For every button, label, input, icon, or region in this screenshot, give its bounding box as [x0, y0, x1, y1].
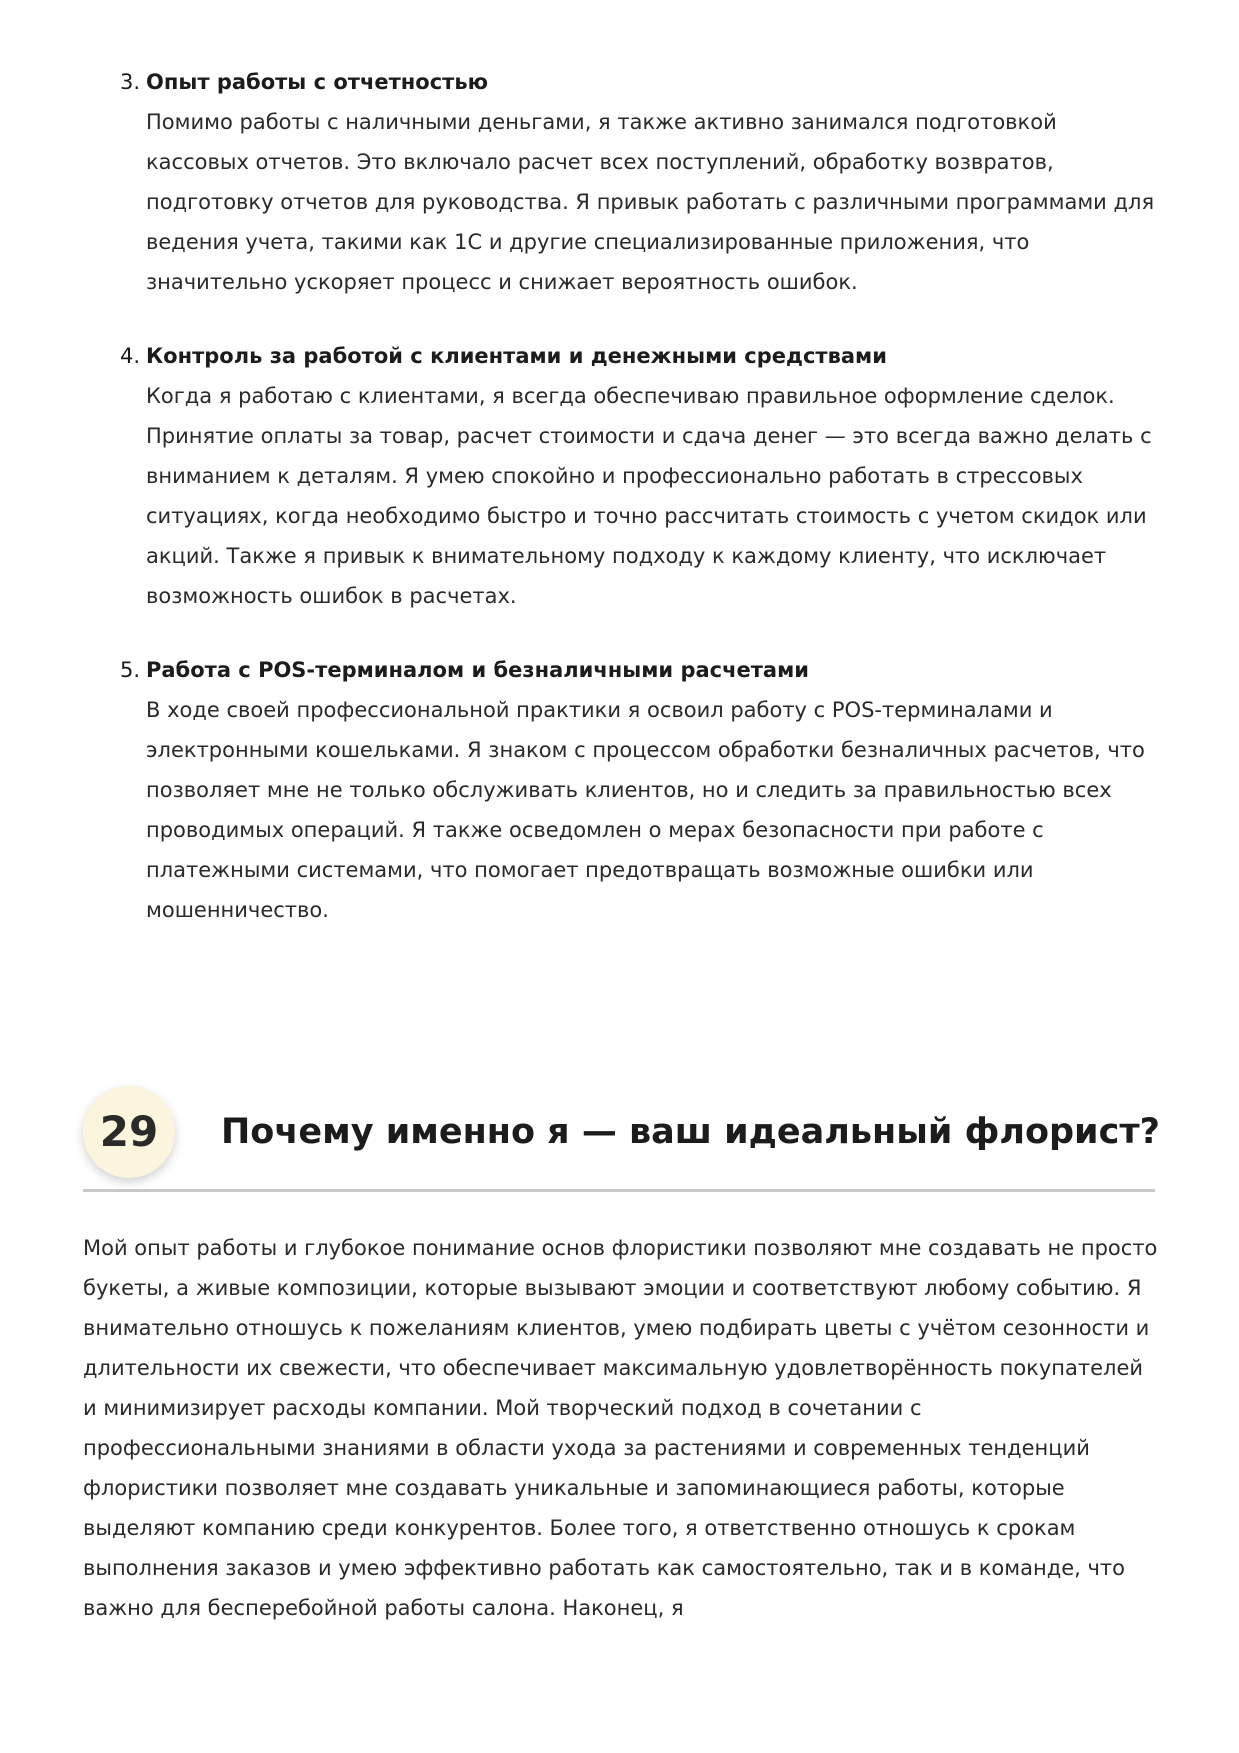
list-item-text: Помимо работы с наличными деньгами, я также активно занимался подготовкой кассовых отчетов. Это включало расчет всех поступлений, обработку возвратов, подготовку отчетов для руководства. Я привык работать с различными программами для ведения учета, такими как 1С и другие специализированные приложения, что значительно ускоряет процесс и снижает вероятность ошибок.: [146, 110, 1155, 294]
body-paragraph: Мой опыт работы и глубокое понимание основ флористики позволяют мне создавать не просто букеты, а живые композиции, которые вызывают эмоции и соответствуют любому событию. Я внимательно отношусь к пожеланиям клиентов, умею подбирать цветы с учётом сезонности и длительности их свежести, что обеспечивает максимальную удовлетворённость покупателей и минимизирует расходы компании. Мой творческий подход в сочетании с профессиональными знаниями в области ухода за растениями и современных тенденций флористики позволяет мне создавать уникальные и запоминающиеся работы, которые выделяют компанию среди конкурентов. Более того, я ответственно отношусь к срокам выполнения заказов и умею эффективно работать как самостоятельно, так и в команде, что важно для бесперебойной работы салона. Наконец, я: [83, 1236, 1158, 1620]
chapter-header: [83, 1080, 1160, 1192]
list-item: [120, 650, 1160, 930]
list-item-number: 3.: [120, 70, 141, 94]
list-item: [120, 62, 1160, 302]
list-item: [120, 336, 1160, 616]
chapter-title: Почему именно я — ваш идеальный флорист?: [221, 1112, 1160, 1152]
list-item-title: Контроль за работой с клиентами и денежными средствами: [146, 344, 887, 368]
list-item-text: В ходе своей профессиональной практики я освоил работу с POS-терминалами и электронными кошельками. Я знаком с процессом обработки безналичных расчетов, что позволяет мне не только обслуживать клиентов, но и следить за правильностью всех проводимых операций. Я также осведомлен о мерах безопасности при работе с платежными системами, что помогает предотвращать возможные ошибки или мошенничество.: [146, 698, 1145, 922]
list-item-number: 4.: [120, 344, 141, 368]
list-item-text: Когда я работаю с клиентами, я всегда обеспечиваю правильное оформление сделок. Принятие оплаты за товар, расчет стоимости и сдача денег — это всегда важно делать с вниманием к деталям. Я умею спокойно и профессионально работать в стрессовых ситуациях, когда необходимо быстро и точно рассчитать стоимость с учетом скидок или акций. Также я привык к внимательному подходу к каждому клиенту, что исключает возможность ошибок в расчетах.: [146, 384, 1152, 608]
list-item-title: Работа с POS-терминалом и безналичными расчетами: [146, 658, 809, 682]
skills-list: [120, 62, 1160, 964]
list-item-title: Опыт работы с отчетностью: [146, 70, 489, 94]
list-item-number: 5.: [120, 658, 141, 682]
chapter-number-badge: 29: [83, 1086, 175, 1178]
